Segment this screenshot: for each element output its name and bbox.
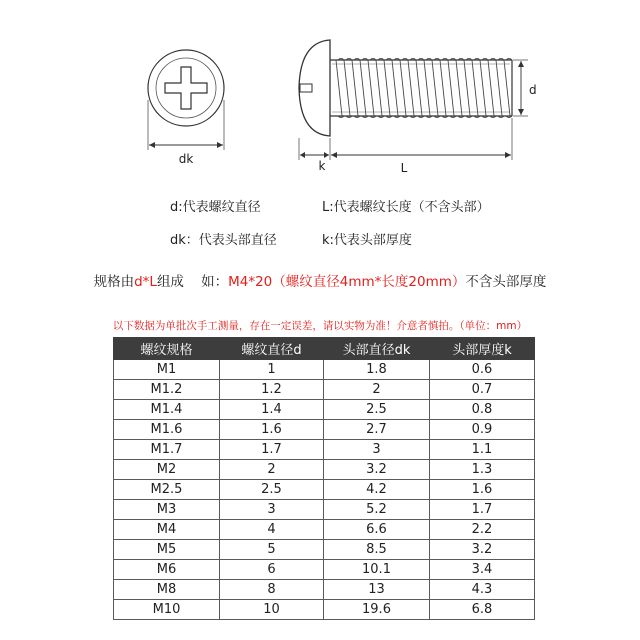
spec-example [0, 270, 640, 290]
cell-head-thickness: 2.2 [430, 520, 535, 540]
cell-spec: M5 [114, 540, 220, 560]
cell-head-thickness: 3.4 [430, 560, 535, 580]
cell-thread-diameter: 2.5 [220, 480, 324, 500]
table-row [114, 440, 535, 460]
cell-head-thickness: 0.7 [430, 380, 535, 400]
cell-spec: M2 [114, 460, 220, 480]
head-top-view [148, 50, 224, 166]
legend-d: d:代表螺纹直径 [170, 200, 261, 215]
cell-head-diameter: 3 [324, 440, 430, 460]
cell-head-thickness: 1.3 [430, 460, 535, 480]
cell-spec: M10 [114, 600, 220, 620]
table-row [114, 480, 535, 500]
cell-head-thickness: 1.1 [430, 440, 535, 460]
cell-head-diameter: 4.2 [324, 480, 430, 500]
example-middle: 组成 如： [156, 274, 229, 290]
thread-pattern [332, 59, 512, 118]
cell-spec: M8 [114, 580, 220, 600]
example-prefix: 规格由 [93, 274, 135, 290]
legend-L: L:代表螺纹长度（不含头部） [322, 200, 490, 215]
legend-k: k:代表头部厚度 [322, 233, 412, 248]
cell-spec: M1 [114, 360, 220, 380]
example-sample: M4*20（螺纹直径4mm*长度20mm） [228, 274, 466, 290]
table-row [114, 520, 535, 540]
cell-thread-diameter: 2 [220, 460, 324, 480]
cell-head-thickness: 0.8 [430, 400, 535, 420]
cell-spec: M1.4 [114, 400, 220, 420]
cell-head-thickness: 0.6 [430, 360, 535, 380]
cell-spec: M2.5 [114, 480, 220, 500]
table-row [114, 500, 535, 520]
cell-thread-diameter: 4 [220, 520, 324, 540]
legend-dk: dk：代表头部直径 [170, 233, 277, 248]
cell-head-thickness: 6.8 [430, 600, 535, 620]
header-thread-spec: 螺纹规格 [114, 338, 220, 360]
table-row [114, 560, 535, 580]
dk-dimension-label: dk [178, 152, 194, 166]
table-row [114, 580, 535, 600]
cell-thread-diameter: 1.7 [220, 440, 324, 460]
header-head-diameter: 头部直径dk [324, 338, 430, 360]
cell-thread-diameter: 5 [220, 540, 324, 560]
cell-head-diameter: 10.1 [324, 560, 430, 580]
cell-thread-diameter: 1.2 [220, 380, 324, 400]
example-formula: d*L [134, 274, 157, 290]
cell-head-diameter: 1.8 [324, 360, 430, 380]
table-row [114, 400, 535, 420]
cell-head-thickness: 3.2 [430, 540, 535, 560]
table-row [114, 380, 535, 400]
table-row [114, 600, 535, 620]
cell-head-diameter: 2.5 [324, 400, 430, 420]
cell-spec: M3 [114, 500, 220, 520]
d-dimension-label: d [529, 83, 537, 97]
cell-head-diameter: 8.5 [324, 540, 430, 560]
cell-head-thickness: 1.7 [430, 500, 535, 520]
cell-thread-diameter: 8 [220, 580, 324, 600]
k-dimension-label: k [318, 159, 326, 173]
table-row [114, 460, 535, 480]
cell-head-diameter: 5.2 [324, 500, 430, 520]
measurement-notice: 以下数据为单批次手工测量，存在一定误差，请以实物为准！介意者慎拍。（单位：mm） [112, 320, 528, 332]
cell-spec: M1.7 [114, 440, 220, 460]
L-dimension-label: L [400, 161, 408, 175]
cell-thread-diameter: 3 [220, 500, 324, 520]
table-row [114, 420, 535, 440]
header-head-thickness: 头部厚度k [430, 338, 535, 360]
table-header-row [114, 338, 535, 360]
cell-spec: M6 [114, 560, 220, 580]
table-row [114, 540, 535, 560]
cell-head-thickness: 1.6 [430, 480, 535, 500]
cell-head-diameter: 13 [324, 580, 430, 600]
cell-thread-diameter: 1.6 [220, 420, 324, 440]
example-suffix: 不含头部厚度 [465, 274, 547, 290]
spec-table [113, 337, 535, 620]
cell-head-thickness: 4.3 [430, 580, 535, 600]
table-row [114, 360, 535, 380]
cell-thread-diameter: 6 [220, 560, 324, 580]
cell-thread-diameter: 10 [220, 600, 324, 620]
screw-diagram [0, 0, 640, 190]
cell-head-thickness: 0.9 [430, 420, 535, 440]
cell-thread-diameter: 1 [220, 360, 324, 380]
cell-spec: M1.2 [114, 380, 220, 400]
cell-thread-diameter: 1.4 [220, 400, 324, 420]
cell-head-diameter: 2 [324, 380, 430, 400]
header-thread-diameter: 螺纹直径d [220, 338, 324, 360]
cell-head-diameter: 3.2 [324, 460, 430, 480]
cell-head-diameter: 19.6 [324, 600, 430, 620]
cell-spec: M1.6 [114, 420, 220, 440]
screw-side-view [299, 40, 537, 175]
cell-head-diameter: 6.6 [324, 520, 430, 540]
cell-head-diameter: 2.7 [324, 420, 430, 440]
cell-spec: M4 [114, 520, 220, 540]
